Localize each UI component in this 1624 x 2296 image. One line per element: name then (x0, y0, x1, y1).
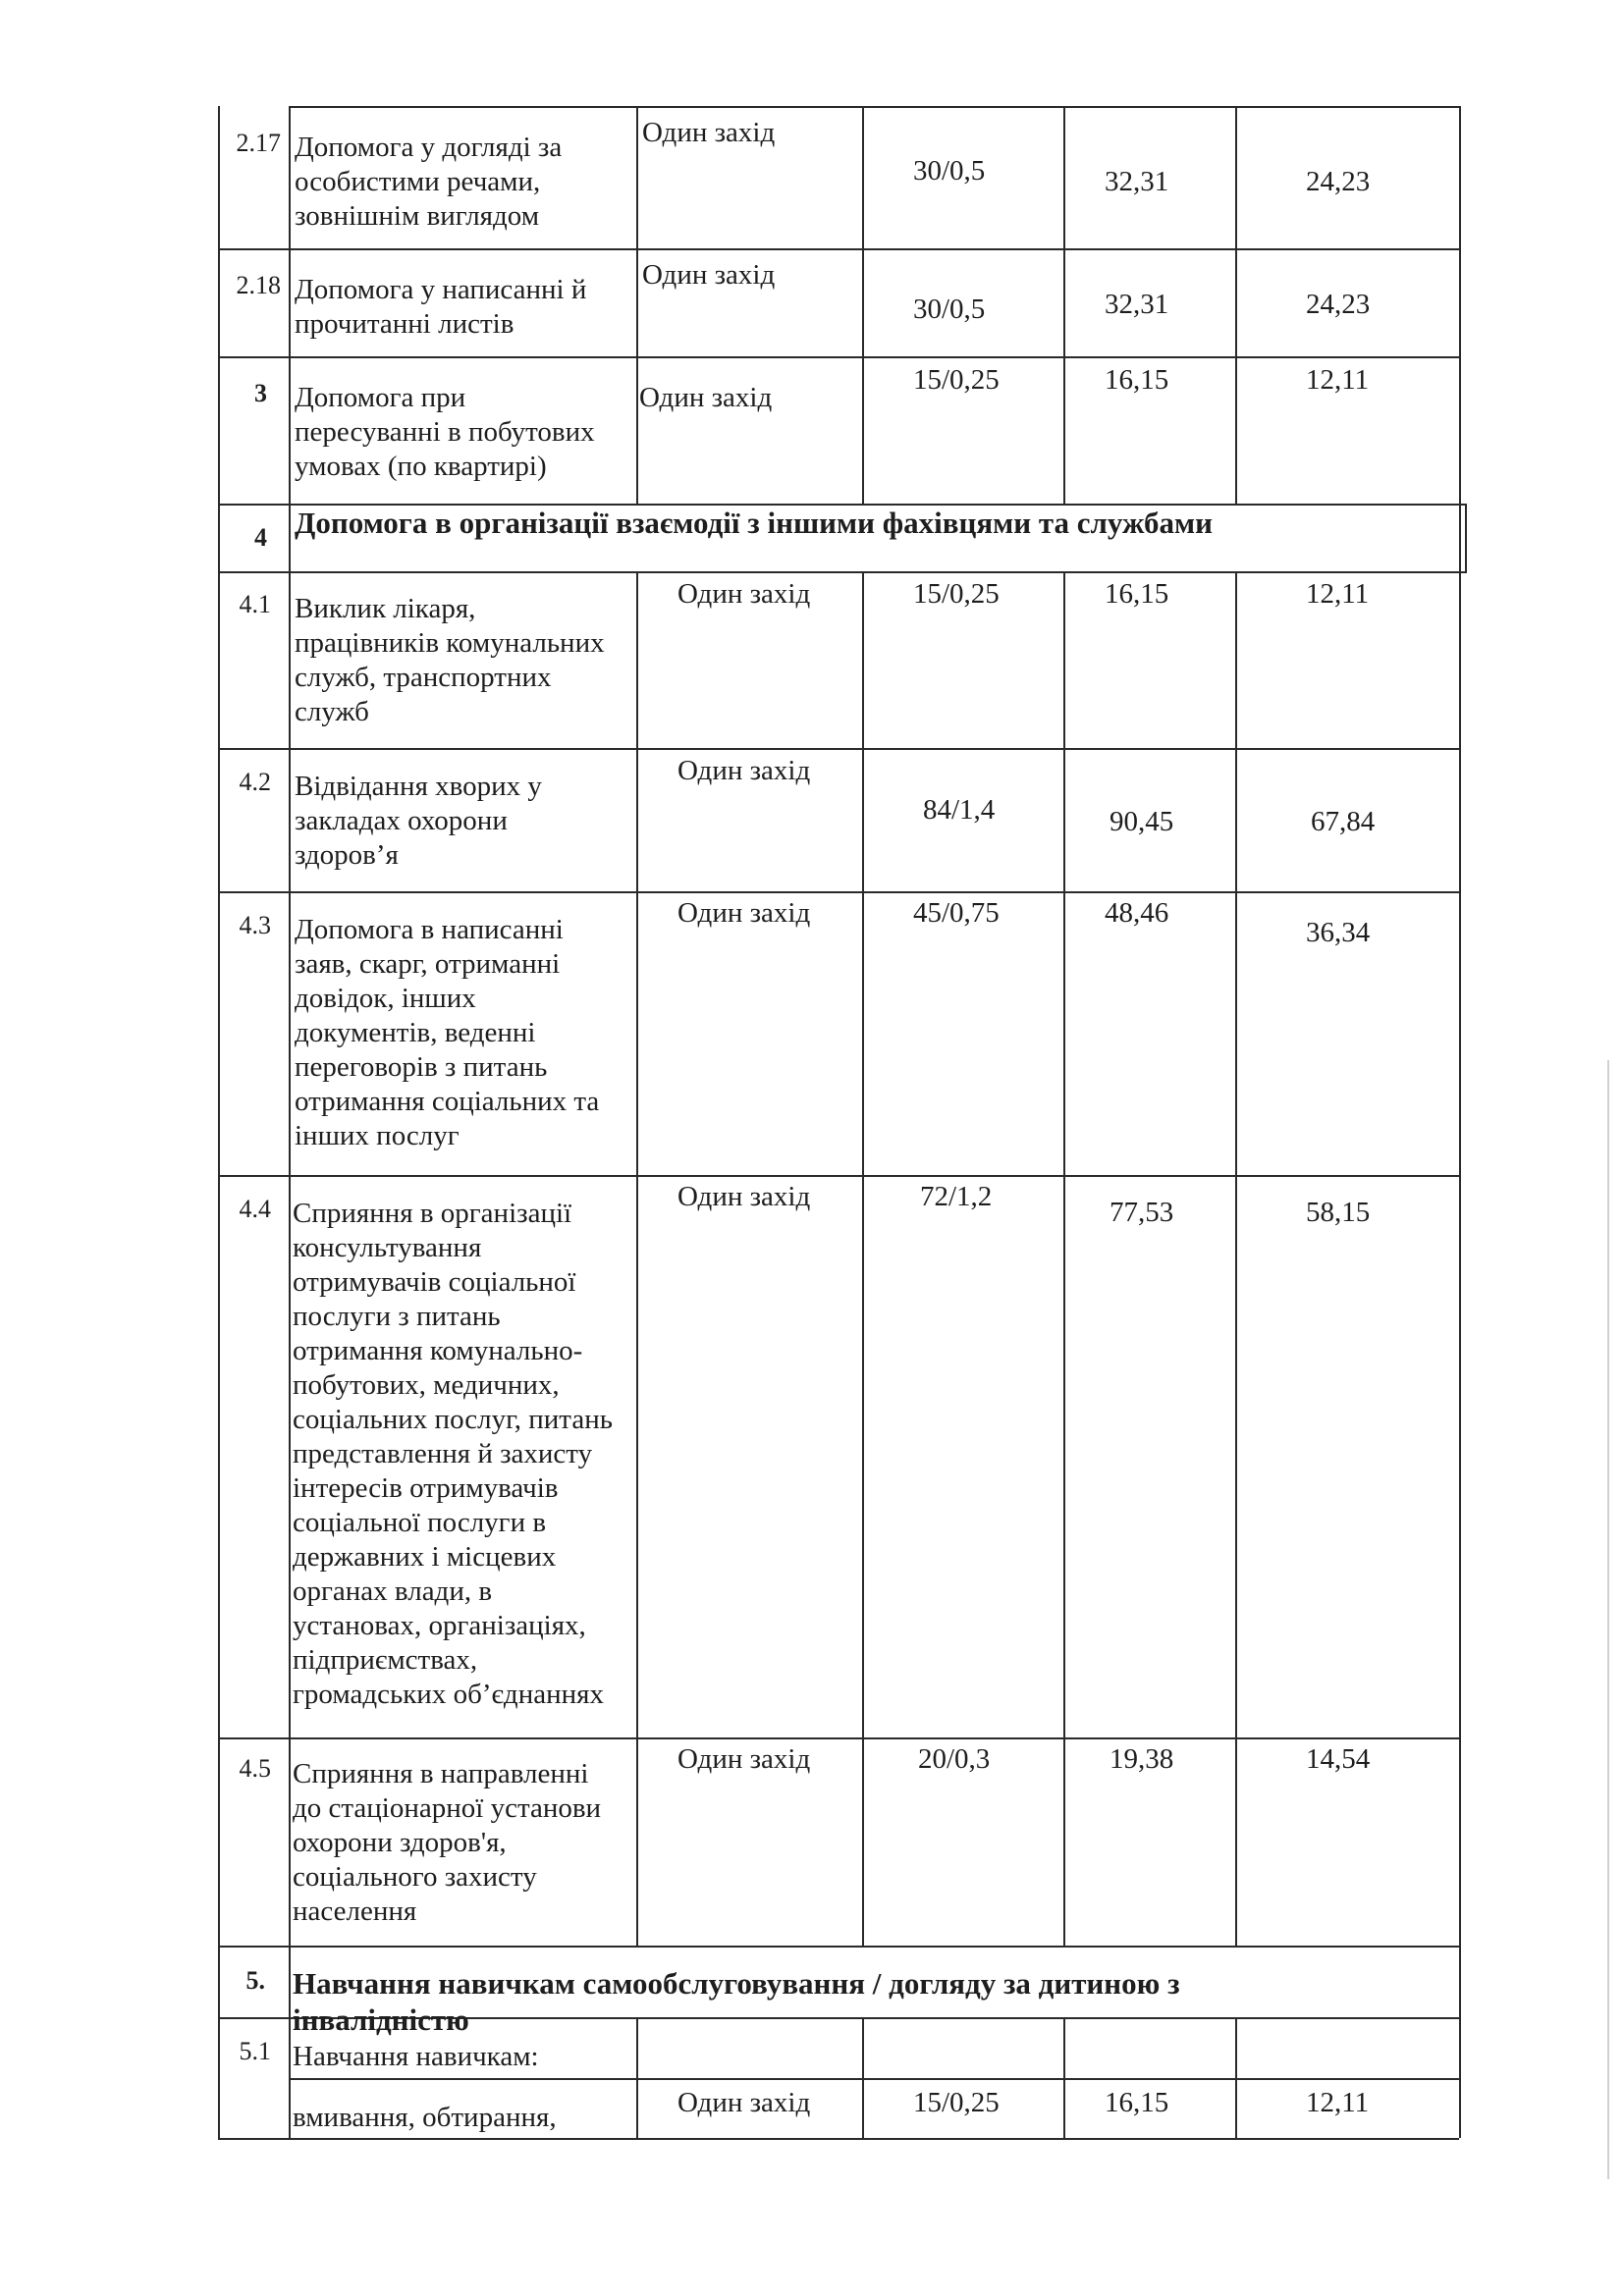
column-divider (1235, 571, 1237, 1946)
row-divider (218, 248, 1459, 250)
row-number: 2.18 (236, 271, 281, 299)
row-number: 4.1 (239, 590, 271, 618)
table-border-left (218, 106, 220, 2138)
service-name: охорони здоров'я, (293, 1827, 507, 1858)
time-norm: 84/1,4 (923, 794, 996, 826)
unit-of-measure: Один захід (677, 897, 811, 929)
service-name: переговорів з питань (295, 1051, 548, 1083)
unit-of-measure: Один захід (677, 578, 811, 610)
cost-value: 24,23 (1306, 166, 1371, 197)
service-name: пересуванні в побутових (295, 416, 595, 448)
service-name: отримання соціальних та (295, 1086, 600, 1117)
row-divider (218, 1737, 1459, 1739)
service-name: установах, організаціях, (293, 1610, 586, 1641)
time-norm: 15/0,25 (913, 364, 1000, 396)
service-name: служб, транспортних (295, 662, 552, 693)
cost-value: 48,46 (1105, 897, 1169, 929)
column-divider (1063, 106, 1065, 504)
service-name: Допомога у догляді за (295, 132, 563, 163)
service-name: отримання комунально- (293, 1335, 583, 1366)
unit-of-measure: Один захід (677, 1743, 811, 1775)
service-name: населення (293, 1896, 417, 1927)
service-name: заяв, скарг, отриманні (295, 948, 561, 980)
service-name: органах влади, в (293, 1575, 493, 1607)
row-divider (218, 748, 1459, 750)
row-divider (289, 106, 1459, 108)
row-number: 5.1 (239, 2037, 271, 2065)
cost-value: 58,15 (1306, 1197, 1371, 1228)
column-divider (636, 571, 638, 1946)
time-norm: 15/0,25 (913, 2087, 1000, 2118)
row-divider (218, 571, 1467, 573)
row-number: 4.5 (239, 1754, 271, 1783)
cost-value: 12,11 (1306, 2087, 1370, 2118)
column-divider (289, 106, 291, 2138)
service-name: Сприяння в направленні (293, 1758, 589, 1789)
service-name: побутових, медичних, (293, 1369, 560, 1401)
cost-value: 67,84 (1311, 806, 1376, 837)
service-name: соціальних послуг, питань (293, 1404, 613, 1435)
cost-value: 16,15 (1105, 2087, 1169, 2118)
cost-value: 77,53 (1110, 1197, 1174, 1228)
row-divider (218, 356, 1459, 358)
row-divider (218, 1175, 1459, 1177)
unit-of-measure: Один захід (639, 382, 773, 413)
service-name: здоров’я (295, 839, 399, 871)
row-number: 4.3 (239, 911, 271, 939)
service-name: прочитанні листів (295, 308, 514, 340)
service-name: консультування (293, 1232, 482, 1263)
section-number: 5. (245, 1966, 265, 1995)
service-name: державних і місцевих (293, 1541, 557, 1573)
column-divider (636, 106, 638, 504)
service-name: зовнішнім виглядом (295, 200, 540, 232)
table-border-right (1459, 106, 1461, 2138)
unit-of-measure: Один захід (677, 1181, 811, 1212)
time-norm: 45/0,75 (913, 897, 1000, 929)
cost-value: 19,38 (1110, 1743, 1174, 1775)
cost-value: 16,15 (1105, 578, 1169, 610)
time-norm: 72/1,2 (920, 1181, 993, 1212)
service-name: отримувачів соціальної (293, 1266, 576, 1298)
unit-of-measure: Один захід (642, 259, 776, 291)
service-name: Відвідання хворих у (295, 771, 542, 802)
cost-value: 90,45 (1110, 806, 1174, 837)
column-divider (862, 106, 864, 504)
service-name: громадських об’єднаннях (293, 1679, 604, 1710)
row-number: 4.4 (239, 1195, 271, 1223)
row-number: 4.2 (239, 768, 271, 796)
column-divider (1063, 571, 1065, 1946)
scan-artifact (1607, 1060, 1609, 2179)
service-name: інтересів отримувачів (293, 1472, 559, 1504)
section-heading: Навчання навичкам самообслуговування / догляду за дитиною з (293, 1966, 1180, 2001)
service-name: представлення й захисту (293, 1438, 593, 1469)
time-norm: 30/0,5 (913, 294, 986, 325)
unit-of-measure: Один захід (677, 755, 811, 786)
service-name: інших послуг (295, 1120, 460, 1151)
service-name: соціальної послуги в (293, 1507, 547, 1538)
service-name: Виклик лікаря, (295, 593, 476, 624)
service-name: Сприяння в організації (293, 1198, 572, 1229)
cost-value: 32,31 (1105, 289, 1169, 320)
service-name: документів, веденні (295, 1017, 536, 1048)
service-name: підприємствах, (293, 1644, 478, 1676)
cost-value: 24,23 (1306, 289, 1371, 320)
cost-value: 16,15 (1105, 364, 1169, 396)
time-norm: 20/0,3 (918, 1743, 991, 1775)
service-name: Навчання навичкам: (293, 2041, 539, 2072)
service-name: соціального захисту (293, 1861, 537, 1893)
service-name: працівників комунальних (295, 627, 605, 659)
service-name: Допомога в написанні (295, 914, 564, 945)
row-number: 2.17 (236, 129, 281, 157)
section-heading: Допомога в організації взаємодії з іншими фахівцями та службами (295, 506, 1214, 540)
column-divider (1235, 106, 1237, 504)
service-name: довідок, інших (295, 983, 476, 1014)
section-box-edge (1465, 504, 1467, 571)
row-divider (218, 891, 1459, 893)
time-norm: 15/0,25 (913, 578, 1000, 610)
service-name: до стаціонарної установи (293, 1792, 602, 1824)
column-divider (862, 571, 864, 1946)
row-divider (218, 1946, 1459, 1948)
section-number: 4 (254, 523, 267, 552)
service-name: вмивання, обтирання, (293, 2102, 557, 2133)
service-name: послуги з питань (293, 1301, 501, 1332)
service-name: умовах (по квартирі) (295, 451, 547, 482)
cost-value: 32,31 (1105, 166, 1169, 197)
row-number: 3 (254, 379, 267, 407)
cost-value: 36,34 (1306, 917, 1371, 948)
unit-of-measure: Один захід (677, 2087, 811, 2118)
service-name: особистими речами, (295, 166, 541, 197)
service-name: служб (295, 696, 369, 727)
service-name: Допомога при (295, 382, 466, 413)
row-divider (289, 2078, 1459, 2080)
cost-value: 12,11 (1306, 364, 1370, 396)
cost-value: 12,11 (1306, 578, 1370, 610)
unit-of-measure: Один захід (642, 117, 776, 148)
section-heading: інвалідністю (293, 2002, 469, 2037)
time-norm: 30/0,5 (913, 155, 986, 187)
cost-value: 14,54 (1306, 1743, 1371, 1775)
table-border-bottom (218, 2138, 1459, 2140)
service-name: Допомога у написанні й (295, 274, 587, 305)
service-name: закладах охорони (295, 805, 508, 836)
